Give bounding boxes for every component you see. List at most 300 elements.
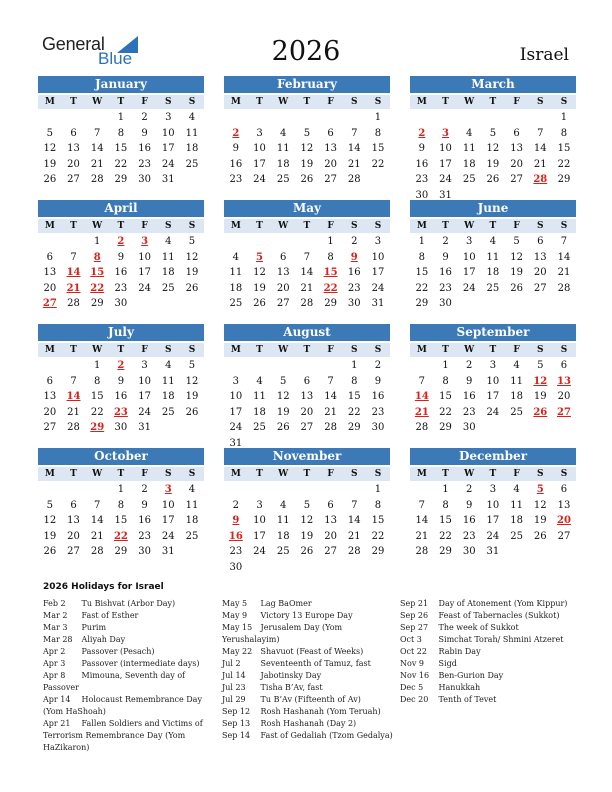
day-cell: 23 [462,406,476,418]
holiday-name: The week of Sukkot [436,623,519,632]
day-cell: 10 [229,391,243,402]
holiday-entry [222,694,397,706]
weekday-label: F [513,97,520,107]
day-cell: 17 [486,515,500,526]
day-cell: 7 [560,236,568,247]
day-cell: 10 [253,515,266,526]
empty-day-cell [248,110,272,126]
weekday-header [38,219,204,233]
day-cell: 24 [138,406,151,418]
day-cell: 21 [557,267,571,278]
holiday-name: Shavuot (Feast of Weeks) [258,647,364,656]
holiday-day-cell: 5 [256,251,264,263]
month-december [410,448,576,560]
empty-day-cell [224,482,248,498]
day-cell: 7 [351,499,358,511]
holiday-day-cell: 22 [90,282,105,294]
day-cell: 11 [161,251,175,263]
day-cell: 22 [439,406,452,418]
day-cell: 10 [462,251,476,263]
holiday-day-cell: 14 [66,267,81,278]
day-cell: 16 [347,267,361,278]
empty-day-cell [410,110,434,126]
day-cell: 8 [374,127,382,139]
day-cell: 7 [70,375,77,387]
holiday-date: Sep 21 [400,599,429,608]
weekday-label: F [141,345,148,355]
month-title: September [410,324,576,341]
day-cell: 25 [253,422,266,433]
day-cell: 7 [351,127,358,139]
holiday-day-cell: 3 [442,127,450,139]
day-cell: 11 [510,499,523,511]
day-cell: 23 [229,546,243,557]
day-cell: 25 [161,406,175,418]
day-cell: 31 [439,189,452,201]
holidays-title: 2026 Holidays for Israel [43,582,164,592]
holiday-name: Sigd [436,659,457,668]
day-cell: 10 [486,375,500,387]
day-cell: 10 [161,127,175,139]
day-cell: 28 [557,282,571,294]
holiday-entry [400,598,575,610]
weekday-label: S [165,345,172,355]
day-cell: 26 [185,282,199,294]
weekday-label: S [560,469,568,479]
holiday-day-cell: 27 [42,298,57,309]
holiday-date: Nov 9 [400,659,424,668]
weekday-label: F [141,221,148,231]
empty-day-cell [248,482,272,498]
day-cell: 18 [161,391,175,402]
day-cell: 3 [466,236,473,247]
holiday-name: Tisha B’Av, fast [258,683,323,692]
day-cell: 21 [90,158,104,170]
month-july [38,324,204,436]
day-cell: 5 [303,127,311,139]
day-cell: 13 [67,143,80,154]
day-cell: 15 [90,391,104,402]
day-cell: 24 [161,158,175,170]
day-cell: 10 [486,499,500,511]
holiday-name: Lag BaOmer [258,599,312,608]
day-cell: 18 [276,158,290,170]
day-cell: 19 [510,267,523,278]
day-cell: 23 [371,406,385,418]
day-cell: 26 [300,546,314,557]
day-cell: 15 [114,515,128,526]
day-cell: 10 [138,375,151,387]
day-cell: 8 [117,499,125,511]
day-cell: 14 [324,391,337,402]
day-cell: 16 [462,515,476,526]
weekday-label: S [165,97,172,107]
holiday-name: Aliyah Day [79,635,126,644]
day-cell: 14 [90,515,104,526]
day-cell: 28 [347,174,361,185]
weekday-label: S [374,221,382,231]
holiday-entry [43,646,218,658]
holiday-date: Jul 23 [222,683,246,692]
day-cell: 14 [347,143,361,154]
day-cell: 10 [253,143,266,154]
day-cell: 24 [253,174,266,185]
holiday-day-cell: 14 [414,391,429,402]
day-cell: 24 [229,422,243,433]
weekday-header [224,343,390,357]
holiday-day-cell: 15 [90,267,105,278]
day-cell: 2 [351,236,358,247]
weekday-label: S [537,97,544,107]
day-cell: 30 [114,422,128,433]
holiday-day-cell: 2 [232,127,240,139]
holiday-date: Mar 28 [43,635,73,644]
day-cell: 6 [46,375,54,387]
day-cell: 13 [533,251,547,263]
day-cell: 10 [138,251,151,263]
day-cell: 9 [442,251,449,263]
day-cell: 28 [300,298,314,309]
day-cell: 23 [138,530,151,542]
day-cell: 24 [462,282,476,294]
holiday-entry [222,670,397,682]
day-cell: 9 [374,375,382,387]
holiday-day-cell: 21 [66,282,81,294]
weekday-label: F [327,97,334,107]
holiday-entry [222,718,397,730]
day-cell: 1 [374,112,382,123]
day-grid [224,110,390,188]
day-cell: 17 [229,406,243,418]
day-cell: 19 [533,515,547,526]
holiday-date: May 15 [222,623,253,632]
day-cell: 19 [533,391,547,402]
day-cell: 19 [43,158,57,170]
day-cell: 30 [462,422,476,433]
day-cell: 1 [442,360,449,371]
day-cell: 5 [46,127,54,139]
day-cell: 26 [276,422,290,433]
holiday-name: Ben-Gurion Day [436,671,504,680]
weekday-label: F [327,345,334,355]
day-cell: 2 [442,236,449,247]
day-cell: 4 [165,360,172,371]
holiday-name: Tenth of Tevet [436,695,497,704]
weekday-label: M [44,345,55,355]
day-cell: 8 [418,251,426,263]
day-cell: 21 [347,158,361,170]
day-cell: 16 [462,391,476,402]
holiday-name: Victory 13 Europe Day [258,611,353,620]
day-cell: 1 [560,112,568,123]
holiday-day-cell: 15 [323,267,338,278]
day-cell: 1 [351,360,358,371]
day-cell: 27 [67,546,80,557]
day-cell: 22 [557,158,571,170]
empty-day-cell [38,234,62,250]
day-cell: 30 [371,422,385,433]
day-cell: 20 [557,391,571,402]
day-grid [410,358,576,436]
weekday-label: S [351,221,358,231]
day-cell: 17 [138,391,151,402]
holiday-entry [400,682,575,694]
holiday-date: May 5 [222,599,248,608]
day-cell: 25 [462,174,476,185]
day-cell: 20 [276,282,290,294]
day-cell: 21 [415,530,429,542]
holiday-date: Apr 2 [43,647,66,656]
day-cell: 16 [371,391,385,402]
day-cell: 24 [253,546,266,557]
empty-day-cell [224,234,248,250]
day-cell: 12 [276,391,290,402]
day-cell: 2 [466,360,473,371]
empty-day-cell [248,358,272,374]
weekday-label: M [230,97,241,107]
day-cell: 30 [138,546,151,557]
weekday-label: F [141,97,148,107]
day-cell: 5 [188,236,196,247]
day-cell: 12 [486,143,500,154]
holiday-day-cell: 14 [66,391,81,402]
day-cell: 24 [439,174,452,185]
weekday-label: S [374,97,382,107]
holiday-name: Jabotinsky Day [258,671,322,680]
day-cell: 15 [371,515,385,526]
day-cell: 13 [67,515,80,526]
day-cell: 21 [67,406,80,418]
day-cell: 17 [253,158,266,170]
holiday-name: Passover (Pesach) [79,647,155,656]
empty-day-cell [319,110,343,126]
day-cell: 18 [276,530,290,542]
holiday-name: Tu B’Av (Fifteenth of Av) [258,695,361,704]
holiday-day-cell: 23 [113,406,128,418]
day-cell: 22 [439,530,452,542]
day-cell: 24 [486,406,500,418]
holiday-day-cell: 26 [533,406,548,418]
day-grid [410,482,576,560]
weekday-label: T [303,221,311,231]
empty-day-cell [342,482,366,498]
day-cell: 31 [161,546,175,557]
day-cell: 1 [327,236,334,247]
weekday-label: T [303,97,311,107]
day-cell: 27 [557,530,571,542]
month-june [410,200,576,312]
day-cell: 5 [46,499,54,511]
holiday-name: Fallen Soldiers and Victims of Terrorism Remembrance Day (Yom HaZikaron) [43,719,203,752]
day-cell: 29 [439,422,452,433]
day-cell: 27 [43,422,57,433]
holiday-date: Dec 5 [400,683,424,692]
day-cell: 25 [276,546,290,557]
day-cell: 30 [462,546,476,557]
day-cell: 23 [439,282,452,294]
weekday-label: F [141,469,148,479]
weekday-header [224,219,390,233]
holiday-name: Seventeenth of Tamuz, fast [258,659,371,668]
day-cell: 11 [486,251,500,263]
holiday-entry [43,694,218,718]
day-cell: 30 [229,561,243,573]
weekday-label: T [256,97,263,107]
day-cell: 1 [94,360,101,371]
day-grid [38,234,204,312]
day-cell: 8 [442,375,449,387]
day-cell: 28 [415,422,429,433]
day-cell: 29 [415,298,429,309]
month-october [38,448,204,560]
empty-day-cell [62,482,86,498]
day-cell: 30 [439,298,452,309]
day-cell: 29 [90,298,104,309]
empty-day-cell [62,358,86,374]
day-cell: 19 [43,530,57,542]
day-cell: 21 [90,530,104,542]
day-cell: 13 [324,143,337,154]
holiday-entry [43,658,218,670]
day-cell: 9 [141,499,148,511]
day-cell: 16 [114,267,128,278]
month-title: October [38,448,204,465]
day-cell: 14 [347,515,361,526]
day-cell: 25 [229,298,243,309]
holiday-day-cell: 5 [536,484,544,495]
day-cell: 29 [114,546,128,557]
day-cell: 16 [439,267,452,278]
holiday-date: May 9 [222,611,248,620]
day-cell: 27 [300,422,314,433]
day-cell: 19 [300,530,314,542]
day-cell: 1 [442,484,449,495]
day-cell: 5 [489,127,497,139]
day-cell: 19 [300,158,314,170]
day-cell: 20 [67,158,80,170]
day-grid [38,110,204,188]
day-cell: 13 [510,143,523,154]
day-cell: 30 [415,189,429,201]
day-cell: 27 [276,298,290,309]
day-cell: 26 [300,174,314,185]
day-cell: 20 [43,282,57,294]
day-cell: 15 [347,391,361,402]
holiday-column-1 [43,598,218,754]
holiday-date: Oct 3 [400,635,422,644]
day-cell: 21 [324,406,337,418]
holiday-day-cell: 29 [90,422,105,433]
month-april [38,200,204,312]
empty-day-cell [528,110,552,126]
day-cell: 13 [43,391,57,402]
day-cell: 17 [138,267,151,278]
holiday-date: Feb 2 [43,599,66,608]
day-cell: 13 [324,515,337,526]
day-cell: 5 [537,360,544,371]
day-cell: 5 [303,499,311,511]
weekday-label: T [70,345,77,355]
day-cell: 7 [418,375,426,387]
weekday-label: T [256,469,263,479]
holiday-day-cell: 3 [164,484,172,495]
empty-day-cell [38,482,62,498]
day-cell: 29 [114,174,128,185]
holiday-name: Feast of Tabernacles (Sukkot) [436,611,560,620]
month-title: December [410,448,576,465]
weekday-label: T [303,469,311,479]
day-cell: 26 [486,174,500,185]
day-cell: 6 [537,236,544,247]
holiday-date: Mar 3 [43,623,68,632]
holiday-name: Holocaust Remembrance Day (Yom HaShoah) [43,695,202,716]
weekday-label: M [230,345,241,355]
day-cell: 16 [138,515,151,526]
day-cell: 1 [117,112,125,123]
day-cell: 25 [185,530,199,542]
day-cell: 18 [510,515,523,526]
holiday-date: Sep 13 [222,719,251,728]
holiday-entry [43,610,218,622]
empty-day-cell [410,482,434,498]
weekday-label: T [117,469,125,479]
day-cell: 23 [229,174,243,185]
weekday-label: T [489,221,497,231]
day-cell: 22 [371,158,385,170]
empty-day-cell [271,110,295,126]
day-cell: 14 [415,515,429,526]
day-cell: 12 [185,375,199,387]
day-cell: 23 [347,282,361,294]
day-cell: 18 [161,267,175,278]
day-cell: 18 [185,143,199,154]
weekday-label: M [44,97,55,107]
day-cell: 9 [418,143,426,154]
empty-day-cell [457,110,481,126]
weekday-label: T [303,345,311,355]
empty-day-cell [271,482,295,498]
empty-day-cell [319,482,343,498]
day-cell: 27 [67,174,80,185]
weekday-label: T [117,97,125,107]
day-cell: 26 [253,298,266,309]
day-cell: 19 [486,158,500,170]
month-title: April [38,200,204,217]
empty-day-cell [295,482,319,498]
day-cell: 18 [229,282,243,294]
day-cell: 4 [188,112,196,123]
empty-day-cell [271,358,295,374]
month-title: June [410,200,576,217]
day-cell: 29 [557,174,571,185]
month-february [224,76,390,188]
empty-day-cell [295,110,319,126]
day-cell: 12 [185,251,199,263]
day-cell: 8 [374,499,382,511]
day-cell: 22 [90,406,104,418]
day-cell: 25 [486,282,500,294]
weekday-label: S [537,221,544,231]
holiday-date: Sep 26 [400,611,429,620]
weekday-header [38,95,204,109]
day-cell: 27 [533,282,547,294]
day-cell: 18 [510,391,523,402]
day-cell: 19 [185,391,199,402]
weekday-label: M [230,469,241,479]
country-name: Israel [519,45,569,65]
day-cell: 1 [94,236,101,247]
day-cell: 4 [232,251,240,263]
